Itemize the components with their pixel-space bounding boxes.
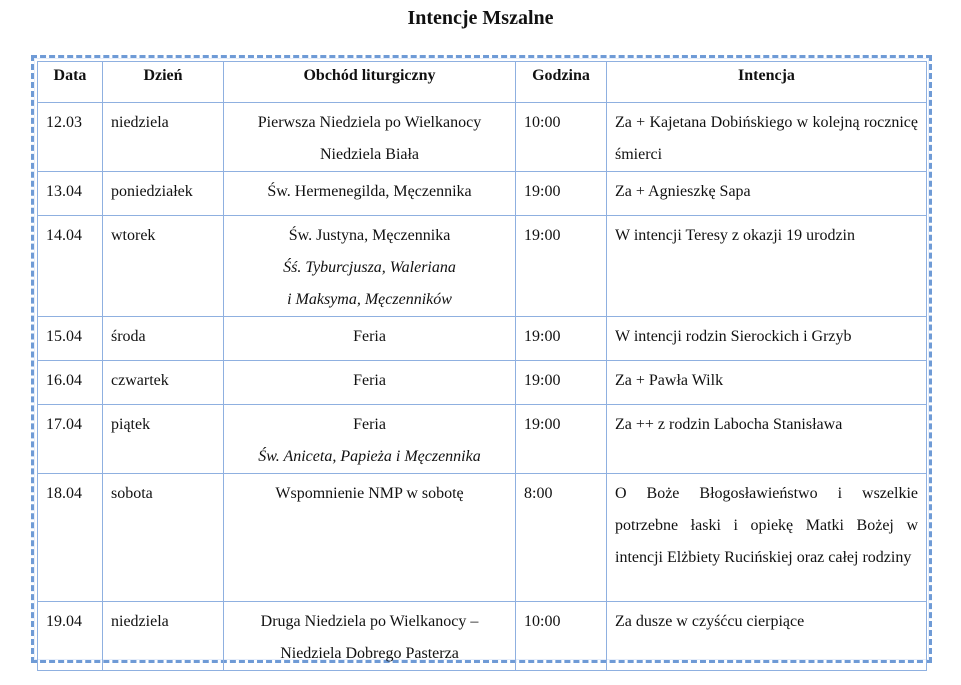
page-title: Intencje Mszalne — [407, 7, 554, 29]
liturgy-italic-line: Św. Aniceta, Papieża i Męczennika — [258, 448, 481, 465]
cell-hour: 8:00 — [516, 474, 607, 602]
cell-day: wtorek — [103, 216, 224, 317]
cell-hour: 19:00 — [516, 405, 607, 474]
liturgy-line: Św. Justyna, Męczennika — [288, 227, 451, 244]
mass-intentions-table — [37, 61, 927, 671]
liturgy-line: Niedziela Dobrego Pasterza — [280, 645, 459, 662]
table-row — [38, 103, 927, 172]
cell-date: 12.03 — [38, 103, 103, 172]
liturgy-line: Pierwsza Niedziela po Wielkanocy — [257, 114, 482, 131]
cell-intention: Za dusze w czyśćcu cierpiące — [607, 602, 927, 671]
cell-day: sobota — [103, 474, 224, 602]
cell-date: 17.04 — [38, 405, 103, 474]
table-row — [38, 474, 927, 602]
cell-date: 18.04 — [38, 474, 103, 602]
cell-date: 13.04 — [38, 172, 103, 216]
cell-intention: Za + Pawła Wilk — [607, 361, 927, 405]
cell-day: niedziela — [103, 602, 224, 671]
cell-intention: O Boże Błogosławieństwo i wszelkie potrzebne łaski i opiekę Matki Bożej w intencji Elżbiety Rucińskiej oraz całej rodziny — [607, 474, 927, 602]
cell-date: 16.04 — [38, 361, 103, 405]
cell-day: niedziela — [103, 103, 224, 172]
cell-hour: 10:00 — [516, 602, 607, 671]
cell-day: poniedziałek — [103, 172, 224, 216]
cell-day: piątek — [103, 405, 224, 474]
cell-hour: 19:00 — [516, 361, 607, 405]
liturgy-line: Św. Hermenegilda, Męczennika — [267, 183, 472, 200]
table-row — [38, 216, 927, 317]
header-date: Data — [38, 62, 103, 103]
header-liturgy: Obchód liturgiczny — [224, 62, 516, 103]
cell-intention: Za + Kajetana Dobińskiego w kolejną rocznicę śmierci — [607, 103, 927, 172]
cell-intention: Za + Agnieszkę Sapa — [607, 172, 927, 216]
cell-liturgy — [224, 361, 516, 405]
cell-intention: W intencji Teresy z okazji 19 urodzin — [607, 216, 927, 317]
schedule-frame — [31, 55, 932, 663]
table-row — [38, 172, 927, 216]
liturgy-line: Druga Niedziela po Wielkanocy – — [260, 613, 479, 630]
liturgy-line: Feria — [353, 372, 386, 389]
cell-date: 14.04 — [38, 216, 103, 317]
cell-liturgy — [224, 172, 516, 216]
liturgy-line: Feria — [353, 328, 386, 345]
liturgy-line: Wspomnienie NMP w sobotę — [275, 485, 464, 502]
cell-hour: 19:00 — [516, 317, 607, 361]
liturgy-line: Niedziela Biała — [319, 146, 420, 163]
liturgy-italic-line: i Maksyma, Męczenników — [287, 291, 452, 308]
cell-liturgy — [224, 602, 516, 671]
cell-liturgy — [224, 474, 516, 602]
table-row — [38, 405, 927, 474]
header-day: Dzień — [103, 62, 224, 103]
table-row — [38, 361, 927, 405]
cell-hour: 19:00 — [516, 216, 607, 317]
cell-liturgy — [224, 405, 516, 474]
cell-liturgy — [224, 216, 516, 317]
cell-hour: 19:00 — [516, 172, 607, 216]
cell-day: czwartek — [103, 361, 224, 405]
cell-liturgy — [224, 317, 516, 361]
cell-day: środa — [103, 317, 224, 361]
table-row — [38, 602, 927, 671]
cell-date: 15.04 — [38, 317, 103, 361]
table-header-row — [38, 62, 927, 103]
cell-intention: Za ++ z rodzin Labocha Stanisława — [607, 405, 927, 474]
header-intention: Intencja — [607, 62, 927, 103]
liturgy-line: Feria — [353, 416, 386, 433]
header-hour: Godzina — [516, 62, 607, 103]
liturgy-italic-line: Śś. Tyburcjusza, Waleriana — [283, 259, 456, 276]
cell-liturgy — [224, 103, 516, 172]
cell-date: 19.04 — [38, 602, 103, 671]
table-row — [38, 317, 927, 361]
cell-intention: W intencji rodzin Sierockich i Grzyb — [607, 317, 927, 361]
cell-hour: 10:00 — [516, 103, 607, 172]
